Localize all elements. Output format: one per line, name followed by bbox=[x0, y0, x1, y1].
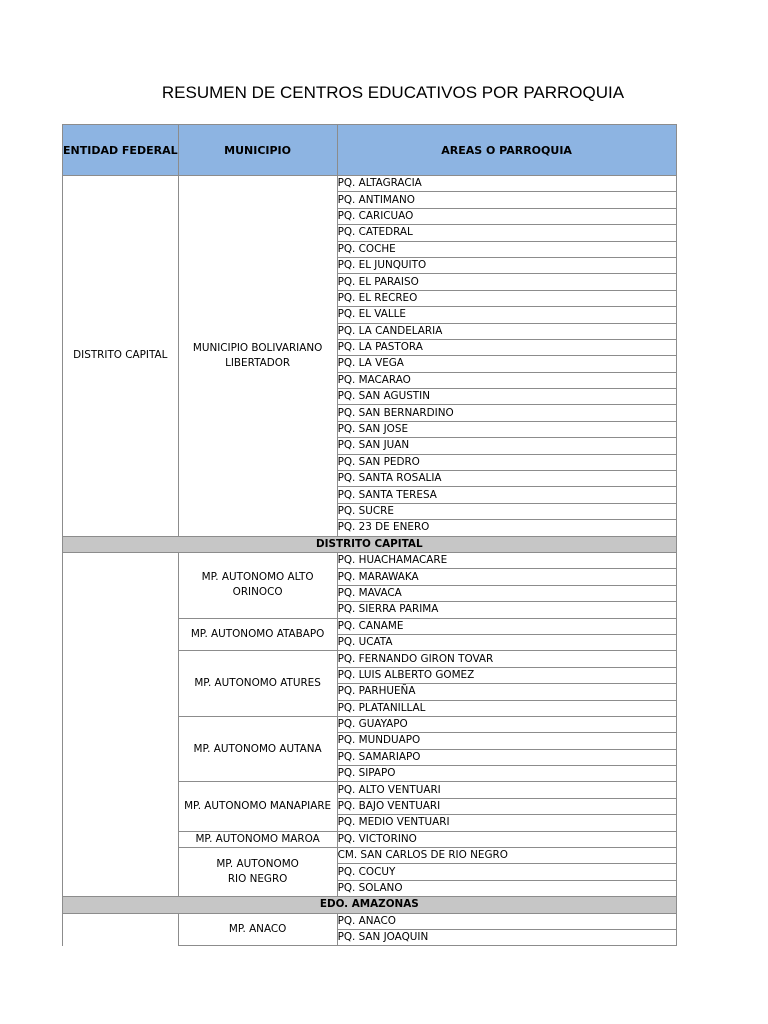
parroquia-cell: PQ. LA CANDELARIA bbox=[337, 323, 676, 339]
parroquia-cell: PQ. SAN JOSE bbox=[337, 421, 676, 437]
parroquia-cell: PQ. UCATA bbox=[337, 634, 676, 650]
parroquia-cell: CM. SAN CARLOS DE RIO NEGRO bbox=[337, 848, 676, 864]
parroquia-cell: PQ. MUNDUAPO bbox=[337, 733, 676, 749]
parroquia-cell: PQ. EL VALLE bbox=[337, 307, 676, 323]
parroquia-cell: PQ. MEDIO VENTUARI bbox=[337, 815, 676, 831]
entity-total-label: DISTRITO CAPITAL bbox=[63, 536, 677, 552]
entidad-federal-cell bbox=[63, 913, 179, 946]
parroquia-summary-table bbox=[62, 124, 677, 946]
parroquia-cell: PQ. SAN PEDRO bbox=[337, 454, 676, 470]
parroquia-cell: PQ. 23 DE ENERO bbox=[337, 520, 676, 536]
parroquia-cell: PQ. PLATANILLAL bbox=[337, 700, 676, 716]
parroquia-cell: PQ. PARHUEÑA bbox=[337, 684, 676, 700]
header-areas-parroquia: AREAS O PARROQUIA bbox=[337, 125, 676, 176]
parroquia-cell: PQ. MAVACA bbox=[337, 585, 676, 601]
parroquia-cell: PQ. VICTORINO bbox=[337, 831, 676, 847]
header-row bbox=[63, 125, 677, 176]
parroquia-cell: PQ. EL PARAISO bbox=[337, 274, 676, 290]
parroquia-cell: PQ. GUAYAPO bbox=[337, 716, 676, 732]
municipio-cell: MP. AUTONOMO MANAPIARE bbox=[178, 782, 337, 831]
parroquia-cell: PQ. SUCRE bbox=[337, 503, 676, 519]
parroquia-cell: PQ. BAJO VENTUARI bbox=[337, 798, 676, 814]
municipio-cell: MP. ANACO bbox=[178, 913, 337, 946]
parroquia-cell: PQ. ALTAGRACIA bbox=[337, 176, 676, 192]
entity-total-row bbox=[63, 536, 677, 552]
parroquia-cell: PQ. CARICUAO bbox=[337, 208, 676, 224]
parroquia-cell: PQ. CATEDRAL bbox=[337, 225, 676, 241]
entity-total-row bbox=[63, 897, 677, 913]
table-row bbox=[63, 913, 677, 929]
parroquia-cell: PQ. SIPAPO bbox=[337, 766, 676, 782]
parroquia-cell: PQ. COCHE bbox=[337, 241, 676, 257]
parroquia-cell: PQ. SOLANO bbox=[337, 880, 676, 896]
parroquia-cell: PQ. SANTA ROSALIA bbox=[337, 471, 676, 487]
parroquia-cell: PQ. MACARAO bbox=[337, 372, 676, 388]
parroquia-cell: PQ. COCUY bbox=[337, 864, 676, 880]
parroquia-cell: PQ. SANTA TERESA bbox=[337, 487, 676, 503]
entidad-federal-cell bbox=[63, 552, 179, 896]
parroquia-cell: PQ. LUIS ALBERTO GOMEZ bbox=[337, 667, 676, 683]
parroquia-cell: PQ. SAN JUAN bbox=[337, 438, 676, 454]
parroquia-cell: PQ. SAN AGUSTIN bbox=[337, 389, 676, 405]
entidad-federal-cell: DISTRITO CAPITAL bbox=[63, 176, 179, 537]
parroquia-cell: PQ. CANAME bbox=[337, 618, 676, 634]
municipio-cell: MP. AUTONOMO ATURES bbox=[178, 651, 337, 717]
parroquia-cell: PQ. ANACO bbox=[337, 913, 676, 929]
parroquia-cell: PQ. MARAWAKA bbox=[337, 569, 676, 585]
municipio-cell: MP. AUTONOMO MAROA bbox=[178, 831, 337, 847]
parroquia-cell: PQ. ANTIMANO bbox=[337, 192, 676, 208]
table-row bbox=[63, 552, 677, 568]
parroquia-cell: PQ. EL RECREO bbox=[337, 290, 676, 306]
table-row bbox=[63, 176, 677, 192]
municipio-cell: MUNICIPIO BOLIVARIANO LIBERTADOR bbox=[178, 176, 337, 537]
municipio-cell: MP. AUTONOMO ALTO ORINOCO bbox=[178, 552, 337, 618]
parroquia-cell: PQ. ALTO VENTUARI bbox=[337, 782, 676, 798]
header-entidad-federal: ENTIDAD FEDERAL bbox=[63, 125, 179, 176]
municipio-cell: MP. AUTONOMO AUTANA bbox=[178, 716, 337, 782]
header-municipio: MUNICIPIO bbox=[178, 125, 337, 176]
table-body bbox=[63, 176, 677, 946]
entity-total-label: EDO. AMAZONAS bbox=[63, 897, 677, 913]
parroquia-cell: PQ. FERNANDO GIRON TOVAR bbox=[337, 651, 676, 667]
page-title: RESUMEN DE CENTROS EDUCATIVOS POR PARROQUIA bbox=[161, 83, 625, 102]
parroquia-cell: PQ. LA VEGA bbox=[337, 356, 676, 372]
municipio-cell: MP. AUTONOMO RIO NEGRO bbox=[178, 848, 337, 897]
municipio-cell: MP. AUTONOMO ATABAPO bbox=[178, 618, 337, 651]
parroquia-cell: PQ. SAMARIAPO bbox=[337, 749, 676, 765]
parroquia-cell: PQ. HUACHAMACARE bbox=[337, 552, 676, 568]
parroquia-cell: PQ. SAN JOAQUIN bbox=[337, 929, 676, 945]
parroquia-cell: PQ. SIERRA PARIMA bbox=[337, 602, 676, 618]
parroquia-cell: PQ. LA PASTORA bbox=[337, 339, 676, 355]
parroquia-cell: PQ. EL JUNQUITO bbox=[337, 257, 676, 273]
parroquia-cell: PQ. SAN BERNARDINO bbox=[337, 405, 676, 421]
